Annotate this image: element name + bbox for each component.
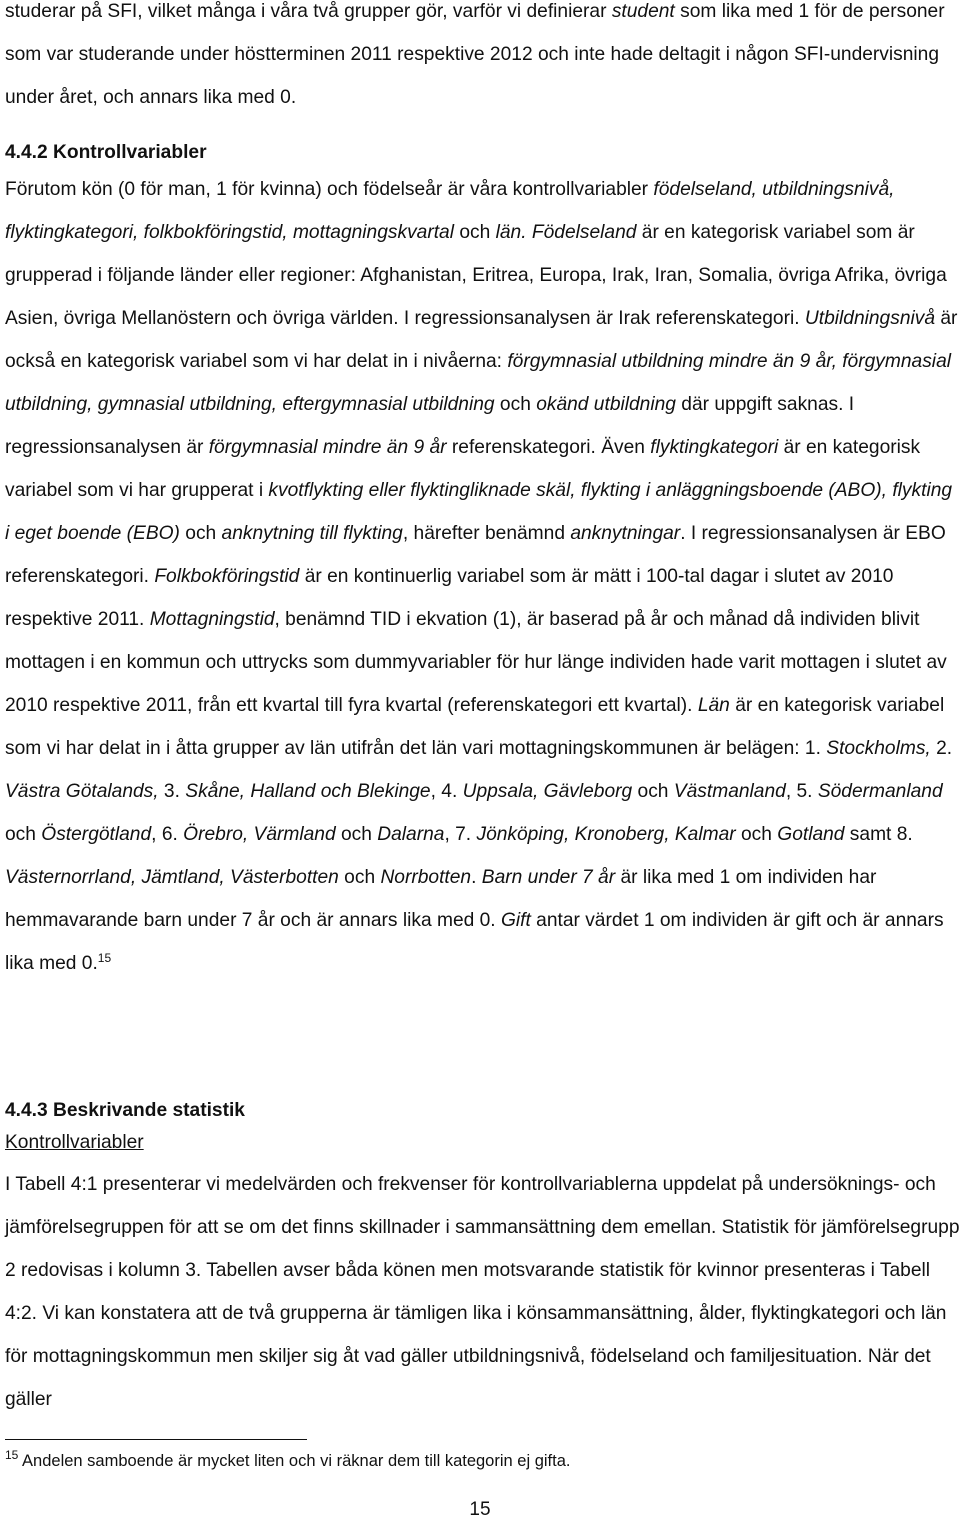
text-run: och [338,867,381,888]
text-run: och [5,824,42,845]
text-run: är en kategorisk variabel som är grupperad i följande länder eller regioner: Afghanistan, Eritrea, Europa, Irak, Iran, Somalia, övriga Afrika, övriga Asien, övriga Mellanöstern och övriga världen. I regressionsanalysen är Irak referenskategori. [5,222,947,329]
section-heading-4-4-2: 4.4.2 Kontrollvariabler [5,142,207,163]
italic-term: Mottagningstid [149,609,275,630]
text-run: antar värdet 1 om individen är gift och är annars lika med 0. [5,910,944,974]
text-run: är en kategorisk variabel som vi har delat in i åtta grupper av län utifrån det län vari mottagningskommunen är belägen: 1. [5,695,945,759]
italic-term: okänd utbildning [536,394,676,415]
footnote-ref: 15 [97,951,112,965]
footnote-number: 15 [5,1448,19,1462]
footnote-text: Andelen samboende är mycket liten och vi räknar dem till kategorin ej gifta. [18,1452,571,1470]
text-run: . [471,867,482,888]
tabell-paragraph [5,1163,960,1421]
italic-term: Södermanland [817,781,943,802]
text-run: är lika med 1 om individen har hemmavarande barn under 7 år och är annars lika med 0. [5,867,877,931]
italic-term: förgymnasial mindre än 9 år [208,437,447,458]
text-run: referenskategori. Även [446,437,651,458]
text-run: , 5. [785,781,818,802]
kontrollvariabler-paragraph [5,168,960,985]
italic-term: Barn under 7 år [481,867,616,888]
italic-term: student [611,1,675,22]
italic-term: Län [697,695,730,716]
subheading-kontrollvariabler: Kontrollvariabler [5,1132,144,1153]
footnote-separator [5,1439,307,1440]
text-run: och [494,394,537,415]
text-run: Förutom kön (0 för man, 1 för kvinna) och födelseår är våra kontrollvariabler [5,179,654,200]
italic-term: Västernorrland, Jämtland, Västerbotten [5,867,339,888]
italic-term: flyktingkategori [650,437,779,458]
section-heading-4-4-3: 4.4.3 Beskrivande statistik [5,1100,245,1121]
text-run: 3. [158,781,186,802]
italic-term: Norrbotten [380,867,472,888]
text-run: och [735,824,778,845]
italic-term: Skåne, Halland och Blekinge [185,781,431,802]
text-run: . I regressionsanalysen är EBO referenskategori. [5,523,946,587]
italic-term: Gotland [777,824,845,845]
text-run: och [335,824,378,845]
italic-term: Jönköping, Kronoberg, Kalmar [476,824,736,845]
italic-term: förgymnasial utbildning mindre än 9 år, förgymnasial utbildning, gymnasial utbildning, eftergymnasial utbildning [5,351,952,415]
text-run: och [632,781,674,802]
italic-term: Stockholms, [826,738,931,759]
text-run: I Tabell 4:1 presenterar vi medelvärden och frekvenser för kontrollvariablerna uppdelat på undersöknings- och jämförelsegruppen för att se om det finns skillnader i sammansättning dem emellan. Statistik för jämförelsegrupp 2 redovisas i kolumn 3. Tabellen avser båda könen men motsvarande statistik för kvinnor presenteras i Tabell 4:2. Vi kan konstatera att de två grupperna är tämligen lika i könsammansättning, ålder, flyktingkategori och län för mottagningskommun men skiljer sig åt vad gäller utbildningsnivå, födelseland och familjesituation. När det gäller [5,1174,960,1410]
text-run: , härefter benämnd [402,523,571,544]
text-run: samt 8. [844,824,913,845]
text-run: studerar på SFI, vilket många i våra två grupper gör, varför vi definierar [5,1,612,22]
italic-term: Västmanland [673,781,786,802]
italic-term: Födelseland [531,222,637,243]
text-run: 2. [930,738,953,759]
text-run: , 6. [151,824,184,845]
italic-term: Gift [500,910,531,931]
text-run: och [454,222,496,243]
italic-term: Uppsala, Gävleborg [462,781,633,802]
text-run: där uppgift saknas. I regressionsanalysen är [5,394,855,458]
text-run: är en kategorisk variabel som vi har grupperat i [5,437,921,501]
page-number: 15 [469,1499,491,1520]
italic-term: anknytningar [570,523,681,544]
italic-term: län. [495,222,527,243]
italic-term: Folkbokföringstid [154,566,300,587]
text-run: som lika med 1 för de personer som var studerande under höstterminen 2011 respektive 2012 och inte hade deltagit i någon SFI-undervisning under året, och annars lika med 0. [5,1,945,108]
italic-term: Dalarna [377,824,445,845]
italic-term: Östergötland [41,824,152,845]
text-run: , 4. [430,781,463,802]
italic-term: kvotflykting eller flyktingliknade skäl, flykting i anläggningsboende (ABO), flykting i eget boende (EBO) [5,480,953,544]
text-run: är också en kategorisk variabel som vi har delat in i nivåerna: [5,308,958,372]
italic-term: Västra Götalands, [5,781,159,802]
text-run: , 7. [444,824,477,845]
footnote [5,1450,570,1472]
italic-term: födelseland, utbildningsnivå, flyktingkategori, folkbokföringstid, mottagningskvartal [5,179,895,243]
text-run: , benämnd TID i ekvation (1), är baserad på år och månad då individen blivit mottagen i en kommun och uttrycks som dummyvariabler för hur länge individen hade varit mottagen i slutet av 2010 respektive 2011, från ett kvartal till fyra kvartal (referenskategori ett kvartal). [5,609,947,716]
text-run: är en kontinuerlig variabel som är mätt i 100-tal dagar i slutet av 2010 respektive 2011. [5,566,894,630]
italic-term: Örebro, Värmland [183,824,336,845]
intro-paragraph [5,0,960,119]
text-run: och [179,523,222,544]
italic-term: anknytning till flykting [221,523,403,544]
italic-term: Utbildningsnivå [804,308,936,329]
